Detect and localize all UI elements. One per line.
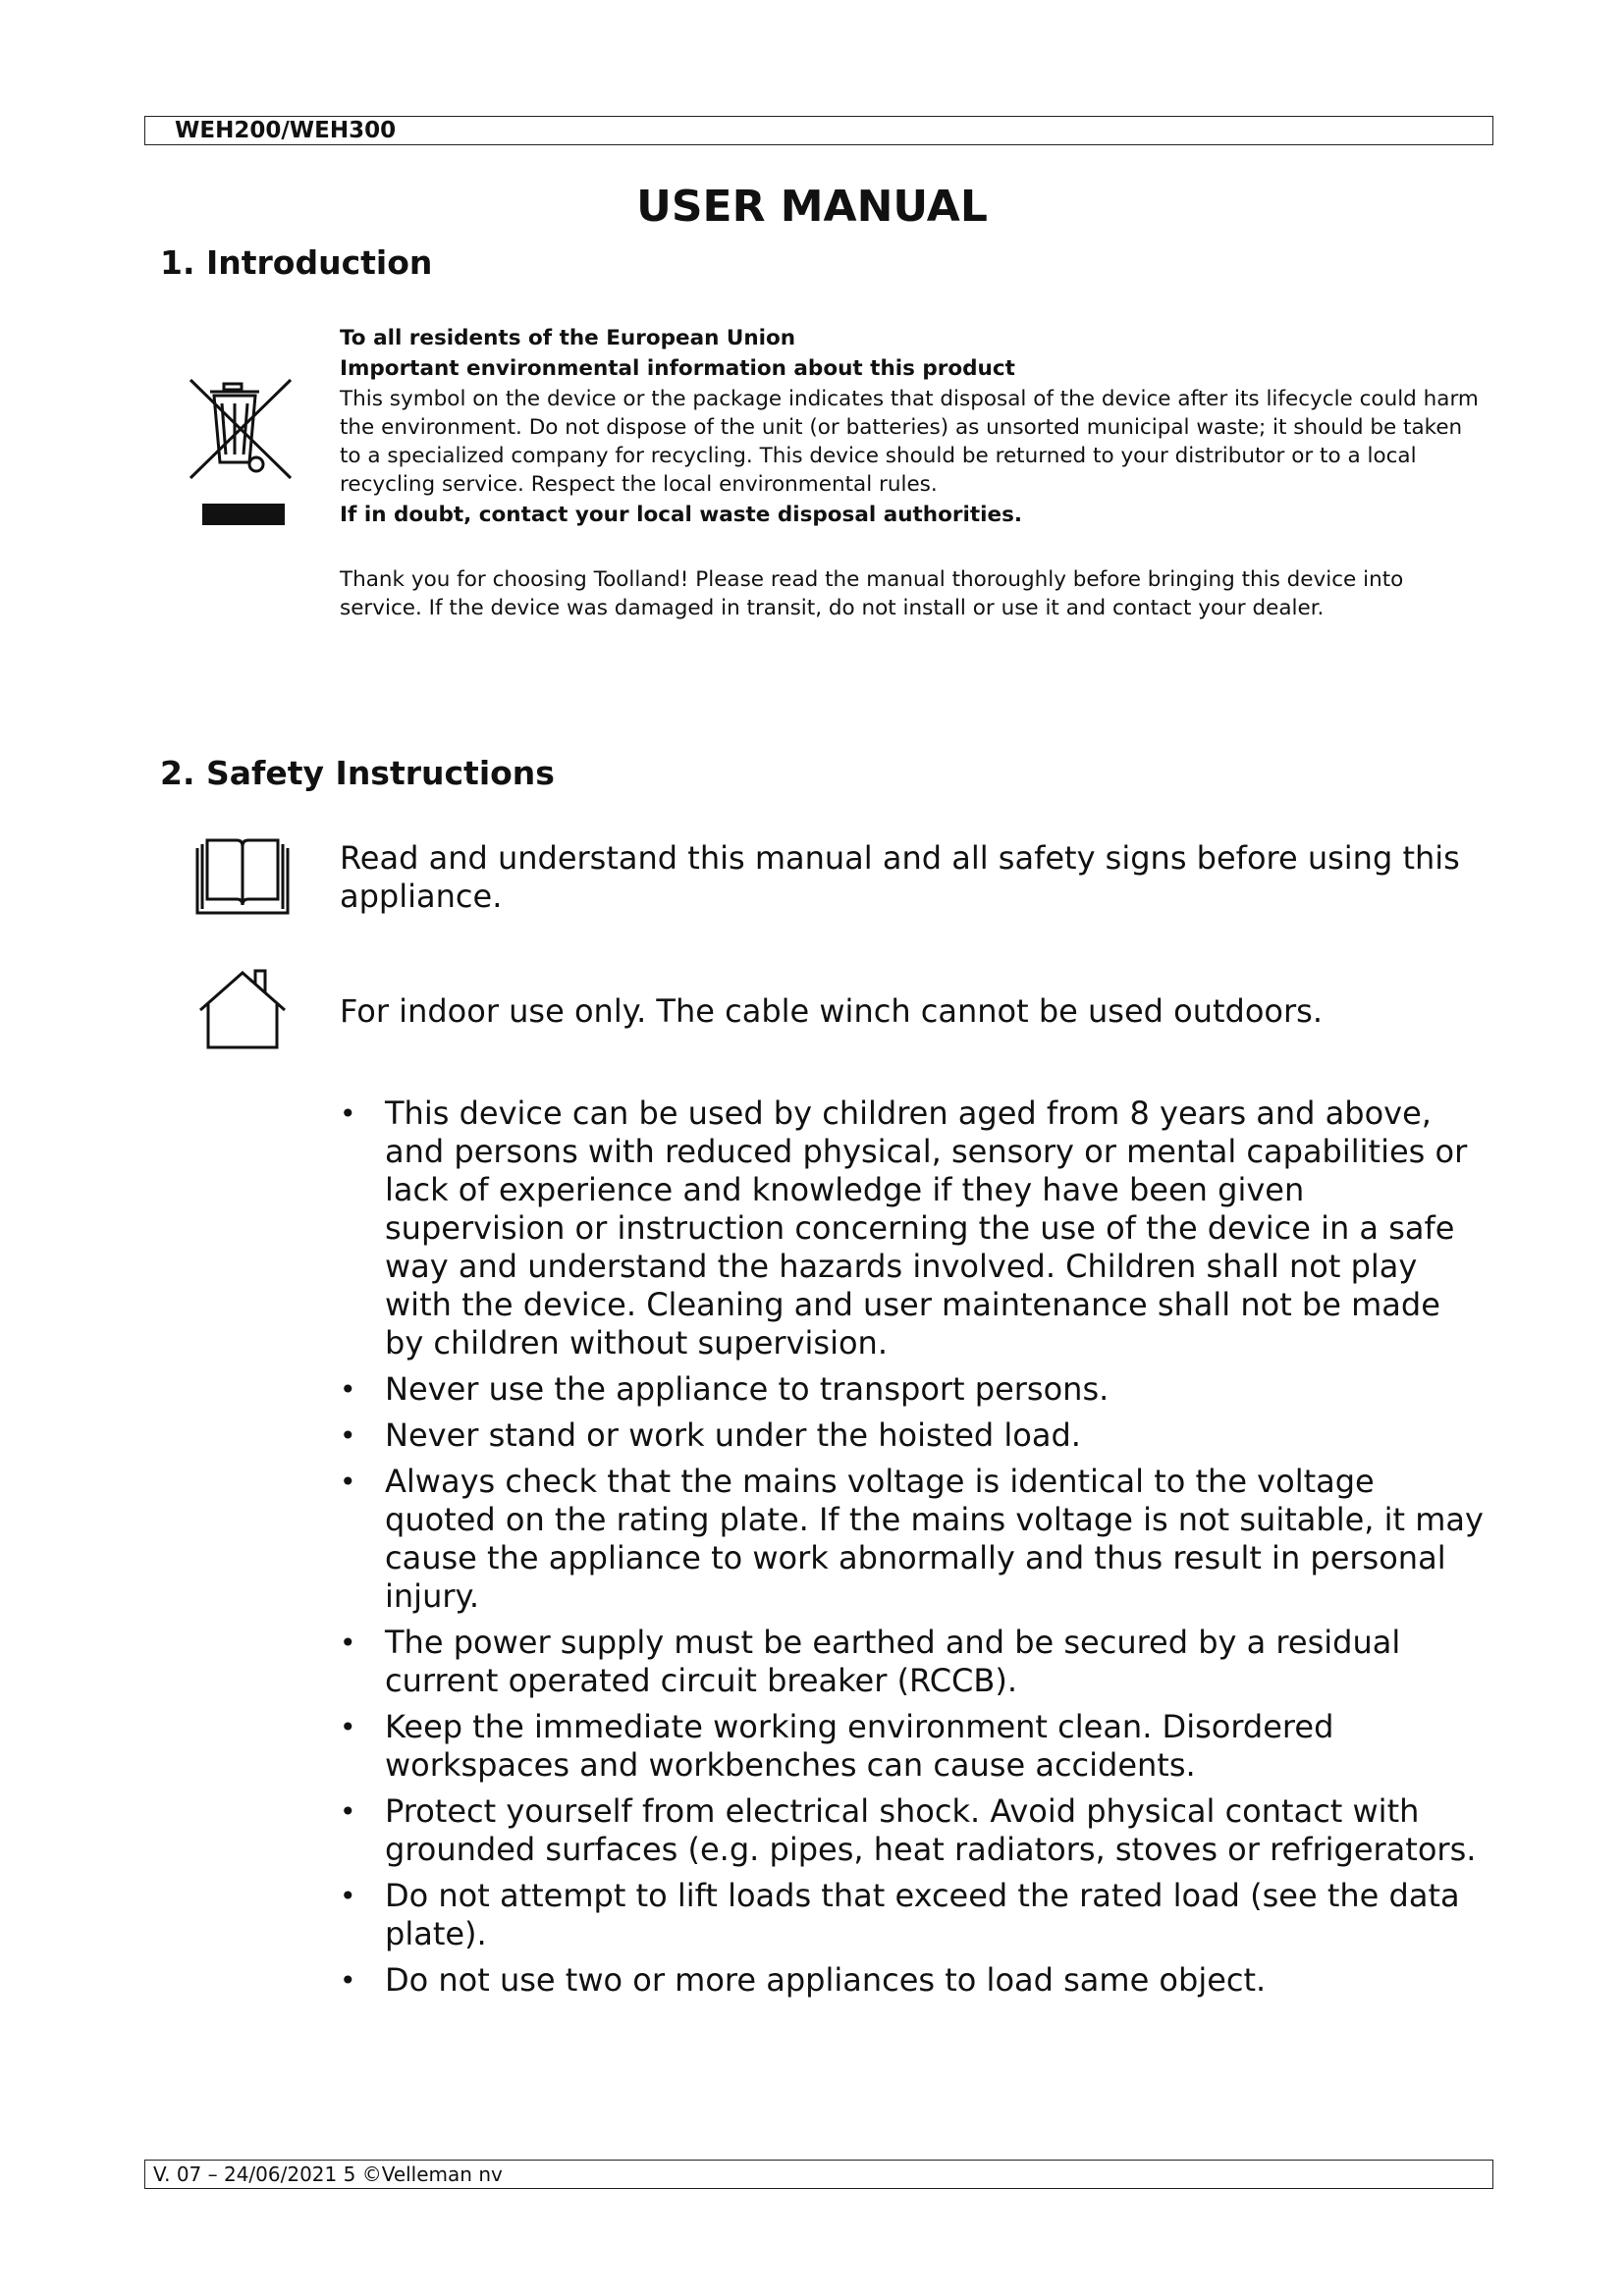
list-item: • The power supply must be earthed and be secured by a residual current operated circuit breaker (RCCB). bbox=[340, 1624, 1489, 1700]
indoor-text: For indoor use only. The cable winch cannot be used outdoors. bbox=[340, 992, 1323, 1030]
list-item: • Do not use two or more appliances to load same object. bbox=[340, 1961, 1489, 2000]
thanks-text: Thank you for choosing Toolland! Please read the manual thoroughly before bringing this device into service. If the device was damaged in transit, do not install or use it and contact your dealer. bbox=[340, 567, 1404, 620]
eu-heading: To all residents of the European Union bbox=[340, 326, 796, 350]
list-item: • Always check that the mains voltage is identical to the voltage quoted on the rating plate. If the mains voltage is not suitable, it may cause the appliance to work abnormally and thus result in personal injury. bbox=[340, 1463, 1489, 1616]
doubt-text: If in doubt, contact your local waste disposal authorities. bbox=[340, 503, 1023, 527]
read-manual-text: Read and understand this manual and all safety signs before using this appliance. bbox=[340, 839, 1460, 915]
safety-heading: 2. Safety Instructions bbox=[160, 754, 555, 792]
weee-bin-icon bbox=[187, 376, 295, 533]
header-model-box bbox=[144, 116, 1493, 145]
list-item: • Protect yourself from electrical shock. Avoid physical contact with grounded surfaces (e.g. pipes, heat radiators, stoves or refrigerators. bbox=[340, 1792, 1489, 1869]
list-item: • Do not attempt to lift loads that exceed the rated load (see the data plate). bbox=[340, 1877, 1489, 1953]
safety-bullet-list bbox=[340, 1095, 1489, 2007]
footer-box bbox=[144, 2160, 1493, 2189]
env-heading: Important environmental information about this product bbox=[340, 356, 1015, 381]
list-item: • Keep the immediate working environment clean. Disordered workspaces and workbenches can cause accidents. bbox=[340, 1708, 1489, 1785]
intro-block bbox=[340, 324, 1479, 622]
footer-text: V. 07 – 24/06/2021 5 ©Velleman nv bbox=[153, 2163, 503, 2186]
read-manual-icon bbox=[189, 832, 296, 917]
env-text: This symbol on the device or the package indicates that disposal of the device after its lifecycle could harm the environment. Do not dispose of the unit (or batteries) as unsorted municipal waste; it should be taken to a specialized company for recycling. This device should be returned to your distributor or to a local recycling service. Respect the local environmental rules. bbox=[340, 387, 1479, 497]
list-item: • This device can be used by children aged from 8 years and above, and persons with reduced physical, sensory or mental capabilities or lack of experience and knowledge if they have been given supervision or instruction concerning the use of the device in a safe way and understand the hazards involved. Children shall not play with the device. Cleaning and user maintenance shall not be made by children without supervision. bbox=[340, 1095, 1489, 1362]
list-item: • Never use the appliance to transport persons. bbox=[340, 1370, 1489, 1409]
indoor-house-icon bbox=[196, 967, 289, 1051]
intro-heading: 1. Introduction bbox=[160, 243, 433, 282]
list-item: • Never stand or work under the hoisted load. bbox=[340, 1416, 1489, 1455]
document-title: USER MANUAL bbox=[636, 182, 988, 232]
header-model: WEH200/WEH300 bbox=[175, 118, 397, 143]
